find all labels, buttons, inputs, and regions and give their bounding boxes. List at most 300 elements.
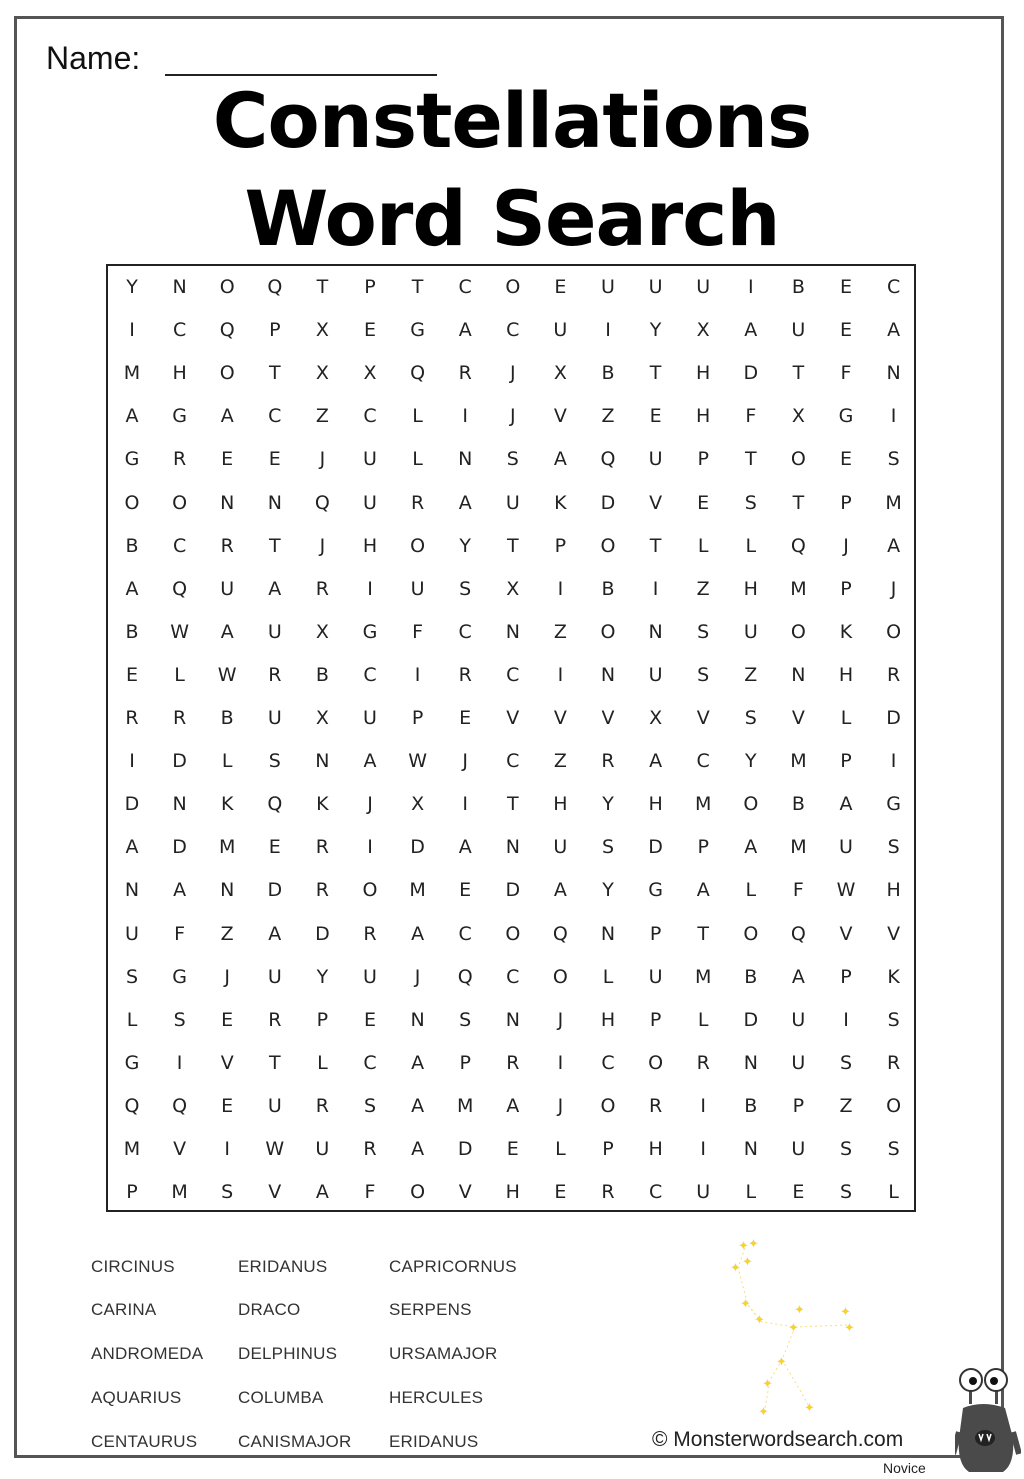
grid-cell[interactable]: B: [791, 276, 805, 298]
grid-cell[interactable]: X: [363, 362, 377, 385]
grid-cell[interactable]: G: [362, 620, 378, 643]
grid-cell[interactable]: G: [838, 405, 854, 428]
grid-cell[interactable]: S: [268, 750, 281, 773]
grid-cell[interactable]: R: [886, 1051, 901, 1074]
grid-cell[interactable]: A: [744, 836, 758, 859]
grid-cell[interactable]: U: [505, 491, 520, 514]
grid-cell[interactable]: E: [363, 319, 376, 342]
grid-cell[interactable]: K: [220, 793, 234, 816]
grid-cell[interactable]: Z: [696, 577, 710, 600]
grid-cell[interactable]: C: [506, 965, 520, 988]
grid-cell[interactable]: E: [125, 663, 138, 686]
grid-cell[interactable]: Q: [410, 362, 426, 385]
grid-cell[interactable]: B: [744, 1094, 758, 1117]
grid-cell[interactable]: D: [600, 491, 616, 514]
grid-cell[interactable]: U: [791, 319, 806, 342]
grid-cell[interactable]: W: [170, 620, 189, 643]
grid-cell[interactable]: A: [696, 879, 710, 902]
grid-cell[interactable]: P: [459, 1051, 471, 1074]
grid-cell[interactable]: E: [697, 491, 710, 514]
grid-cell[interactable]: O: [886, 1094, 902, 1117]
grid-cell[interactable]: O: [790, 448, 806, 471]
grid-cell[interactable]: O: [886, 620, 902, 643]
grid-cell[interactable]: U: [648, 276, 663, 298]
grid-cell[interactable]: E: [839, 276, 852, 298]
grid-cell[interactable]: J: [367, 793, 373, 816]
grid-cell[interactable]: W: [265, 1138, 285, 1160]
grid-cell[interactable]: U: [696, 1181, 711, 1204]
grid-cell[interactable]: R: [315, 577, 329, 600]
grid-cell[interactable]: C: [363, 1051, 377, 1074]
grid-cell[interactable]: V: [696, 707, 710, 729]
grid-cell[interactable]: R: [220, 534, 234, 557]
grid-cell[interactable]: H: [600, 1008, 616, 1031]
grid-cell[interactable]: C: [363, 405, 377, 428]
grid-cell[interactable]: S: [839, 1138, 853, 1160]
grid-cell[interactable]: A: [887, 319, 901, 342]
grid-cell[interactable]: P: [126, 1181, 138, 1204]
grid-cell[interactable]: O: [410, 534, 426, 557]
grid-cell[interactable]: X: [315, 620, 329, 643]
grid-cell[interactable]: B: [125, 620, 139, 643]
grid-cell[interactable]: X: [506, 577, 520, 600]
grid-cell[interactable]: O: [124, 491, 140, 514]
grid-cell[interactable]: Y: [459, 534, 471, 557]
grid-cell[interactable]: V: [553, 405, 567, 428]
grid-cell[interactable]: O: [600, 534, 616, 557]
grid-cell[interactable]: P: [792, 1094, 805, 1117]
grid-cell[interactable]: X: [411, 793, 425, 816]
grid-cell[interactable]: T: [649, 362, 662, 385]
grid-cell[interactable]: O: [219, 362, 235, 385]
grid-cell[interactable]: I: [652, 577, 659, 600]
grid-cell[interactable]: R: [506, 1051, 520, 1074]
grid-cell[interactable]: F: [174, 922, 186, 945]
grid-cell[interactable]: L: [555, 1138, 566, 1160]
grid-cell[interactable]: H: [362, 534, 378, 557]
grid-cell[interactable]: V: [220, 1051, 234, 1074]
grid-cell[interactable]: V: [839, 922, 853, 945]
grid-cell[interactable]: A: [125, 836, 139, 859]
grid-cell[interactable]: H: [838, 663, 854, 686]
grid-cell[interactable]: P: [554, 534, 567, 557]
grid-cell[interactable]: U: [220, 577, 235, 600]
grid-cell[interactable]: S: [459, 577, 472, 600]
grid-cell[interactable]: S: [887, 448, 900, 471]
grid-cell[interactable]: R: [268, 663, 282, 686]
grid-cell[interactable]: Z: [315, 405, 329, 428]
grid-cell[interactable]: E: [554, 276, 567, 298]
grid-cell[interactable]: L: [840, 707, 852, 729]
grid-cell[interactable]: Q: [124, 1094, 140, 1117]
grid-cell[interactable]: R: [125, 707, 139, 729]
grid-cell[interactable]: N: [648, 620, 663, 643]
grid-cell[interactable]: C: [172, 534, 187, 557]
grid-cell[interactable]: X: [315, 362, 329, 385]
grid-cell[interactable]: O: [648, 1051, 664, 1074]
grid-cell[interactable]: J: [890, 577, 897, 600]
grid-cell[interactable]: I: [367, 836, 373, 859]
grid-cell[interactable]: I: [700, 1138, 706, 1160]
grid-cell[interactable]: R: [601, 1181, 615, 1204]
grid-cell[interactable]: P: [411, 707, 424, 729]
grid-cell[interactable]: J: [509, 405, 516, 428]
grid-cell[interactable]: X: [791, 405, 805, 428]
grid-cell[interactable]: I: [129, 750, 135, 773]
grid-cell[interactable]: N: [458, 448, 473, 471]
grid-cell[interactable]: J: [224, 965, 230, 988]
grid-cell[interactable]: I: [557, 577, 564, 600]
grid-cell[interactable]: O: [410, 1181, 426, 1204]
grid-cell[interactable]: U: [648, 965, 663, 988]
grid-cell[interactable]: L: [317, 1051, 328, 1074]
grid-cell[interactable]: N: [505, 1008, 520, 1031]
grid-cell[interactable]: T: [792, 362, 805, 385]
grid-cell[interactable]: I: [462, 793, 468, 816]
grid-cell[interactable]: Q: [172, 577, 188, 600]
grid-cell[interactable]: D: [172, 750, 187, 773]
grid-cell[interactable]: R: [315, 879, 329, 902]
grid-cell[interactable]: C: [268, 405, 282, 428]
grid-cell[interactable]: L: [602, 965, 614, 988]
grid-cell[interactable]: V: [458, 1181, 472, 1204]
grid-cell[interactable]: F: [792, 879, 804, 902]
grid-cell[interactable]: P: [602, 1138, 614, 1160]
grid-cell[interactable]: P: [840, 577, 852, 600]
grid-cell[interactable]: M: [694, 793, 712, 816]
grid-cell[interactable]: U: [363, 491, 377, 514]
grid-cell[interactable]: S: [744, 707, 757, 729]
grid-cell[interactable]: E: [506, 1138, 519, 1160]
grid-cell[interactable]: T: [268, 362, 281, 385]
grid-cell[interactable]: R: [315, 836, 329, 859]
grid-cell[interactable]: L: [221, 750, 233, 773]
grid-cell[interactable]: H: [648, 1138, 663, 1160]
grid-cell[interactable]: X: [553, 362, 567, 385]
grid-cell[interactable]: D: [267, 879, 283, 902]
grid-cell[interactable]: V: [173, 1138, 187, 1160]
grid-cell[interactable]: U: [363, 965, 377, 988]
grid-cell[interactable]: R: [696, 1051, 710, 1074]
grid-cell[interactable]: E: [221, 448, 234, 471]
grid-cell[interactable]: L: [745, 1181, 757, 1204]
grid-cell[interactable]: L: [174, 663, 185, 686]
grid-cell[interactable]: T: [316, 276, 329, 298]
grid-cell[interactable]: S: [506, 448, 519, 471]
grid-cell[interactable]: H: [172, 362, 187, 385]
grid-cell[interactable]: A: [220, 405, 234, 428]
grid-cell[interactable]: S: [459, 1008, 472, 1031]
grid-cell[interactable]: F: [745, 405, 757, 428]
grid-cell[interactable]: P: [840, 965, 852, 988]
grid-cell[interactable]: E: [839, 319, 852, 342]
grid-cell[interactable]: T: [268, 534, 281, 557]
grid-cell[interactable]: E: [839, 448, 852, 471]
grid-cell[interactable]: V: [649, 491, 663, 514]
grid-cell[interactable]: N: [743, 1051, 758, 1074]
grid-cell[interactable]: I: [176, 1051, 183, 1074]
grid-cell[interactable]: M: [790, 836, 807, 859]
grid-cell[interactable]: C: [601, 1051, 615, 1074]
grid-cell[interactable]: M: [123, 362, 141, 385]
grid-cell[interactable]: G: [172, 965, 187, 988]
grid-cell[interactable]: S: [887, 836, 900, 859]
grid-cell[interactable]: O: [600, 620, 616, 643]
grid-cell[interactable]: N: [220, 879, 235, 902]
grid-cell[interactable]: A: [887, 534, 901, 557]
grid-cell[interactable]: G: [124, 1051, 140, 1074]
grid-cell[interactable]: S: [839, 1181, 853, 1204]
grid-cell[interactable]: R: [648, 1094, 663, 1117]
grid-cell[interactable]: P: [269, 319, 281, 342]
grid-cell[interactable]: J: [557, 1094, 564, 1117]
grid-cell[interactable]: R: [363, 922, 377, 945]
grid-cell[interactable]: H: [696, 362, 711, 385]
grid-cell[interactable]: Z: [220, 922, 234, 945]
grid-cell[interactable]: E: [459, 879, 472, 902]
grid-cell[interactable]: P: [840, 750, 852, 773]
grid-cell[interactable]: H: [648, 793, 663, 816]
grid-cell[interactable]: T: [506, 534, 519, 557]
grid-cell[interactable]: S: [839, 1051, 853, 1074]
grid-cell[interactable]: F: [840, 362, 852, 385]
grid-cell[interactable]: B: [744, 965, 758, 988]
grid-cell[interactable]: U: [267, 620, 282, 643]
grid-cell[interactable]: C: [458, 620, 472, 643]
grid-cell[interactable]: V: [506, 707, 520, 729]
grid-cell[interactable]: T: [649, 534, 662, 557]
grid-cell[interactable]: L: [697, 534, 709, 557]
grid-cell[interactable]: I: [462, 405, 468, 428]
grid-cell[interactable]: J: [414, 965, 421, 988]
grid-cell[interactable]: N: [886, 362, 901, 385]
grid-cell[interactable]: A: [363, 750, 377, 773]
grid-cell[interactable]: N: [505, 620, 520, 643]
grid-cell[interactable]: O: [219, 276, 235, 298]
grid-cell[interactable]: S: [744, 491, 757, 514]
grid-cell[interactable]: Q: [267, 793, 283, 816]
grid-cell[interactable]: I: [414, 663, 421, 686]
grid-cell[interactable]: A: [458, 491, 472, 514]
grid-cell[interactable]: Q: [219, 319, 235, 342]
grid-cell[interactable]: I: [129, 319, 135, 342]
grid-cell[interactable]: L: [412, 448, 423, 471]
grid-cell[interactable]: V: [268, 1181, 282, 1204]
grid-cell[interactable]: N: [791, 663, 806, 686]
grid-cell[interactable]: I: [843, 1008, 849, 1031]
grid-cell[interactable]: C: [506, 750, 520, 773]
grid-cell[interactable]: G: [886, 793, 901, 816]
grid-cell[interactable]: C: [648, 1181, 663, 1204]
grid-cell[interactable]: A: [411, 922, 425, 945]
grid-cell[interactable]: M: [123, 1138, 141, 1160]
grid-cell[interactable]: Y: [126, 276, 138, 298]
grid-cell[interactable]: N: [220, 491, 235, 514]
grid-cell[interactable]: U: [363, 448, 377, 471]
grid-cell[interactable]: M: [171, 1181, 188, 1204]
grid-cell[interactable]: F: [412, 620, 424, 643]
grid-cell[interactable]: E: [459, 707, 472, 729]
grid-cell[interactable]: P: [697, 448, 709, 471]
grid-cell[interactable]: A: [411, 1051, 425, 1074]
grid-cell[interactable]: I: [747, 276, 754, 298]
grid-cell[interactable]: U: [315, 1138, 330, 1160]
grid-cell[interactable]: L: [745, 879, 757, 902]
grid-cell[interactable]: L: [412, 405, 423, 428]
grid-cell[interactable]: U: [267, 1094, 282, 1117]
grid-cell[interactable]: E: [363, 1008, 376, 1031]
grid-cell[interactable]: B: [125, 534, 139, 557]
grid-cell[interactable]: T: [411, 276, 424, 298]
grid-cell[interactable]: I: [890, 405, 897, 428]
grid-cell[interactable]: A: [411, 1094, 425, 1117]
grid-cell[interactable]: A: [268, 922, 282, 945]
grid-cell[interactable]: T: [792, 491, 805, 514]
grid-cell[interactable]: I: [700, 1094, 706, 1117]
grid-cell[interactable]: A: [125, 405, 139, 428]
grid-cell[interactable]: K: [554, 491, 567, 514]
grid-cell[interactable]: J: [319, 534, 326, 557]
grid-cell[interactable]: O: [743, 793, 759, 816]
grid-cell[interactable]: T: [697, 922, 709, 945]
grid-cell[interactable]: A: [553, 448, 567, 471]
grid-cell[interactable]: N: [743, 1138, 758, 1160]
grid-cell[interactable]: E: [268, 448, 281, 471]
grid-cell[interactable]: O: [172, 491, 188, 514]
grid-cell[interactable]: B: [601, 577, 615, 600]
grid-cell[interactable]: Y: [602, 793, 614, 816]
grid-cell[interactable]: U: [363, 707, 377, 729]
grid-cell[interactable]: U: [791, 1008, 806, 1031]
grid-cell[interactable]: N: [315, 750, 330, 773]
grid-cell[interactable]: V: [887, 922, 901, 945]
grid-cell[interactable]: D: [172, 836, 187, 859]
grid-cell[interactable]: A: [649, 750, 663, 773]
grid-cell[interactable]: I: [224, 1138, 230, 1160]
grid-cell[interactable]: O: [790, 620, 806, 643]
grid-cell[interactable]: S: [173, 1008, 186, 1031]
grid-cell[interactable]: K: [839, 620, 853, 643]
grid-cell[interactable]: S: [697, 620, 710, 643]
grid-cell[interactable]: Q: [552, 922, 568, 945]
grid-cell[interactable]: R: [172, 707, 187, 729]
grid-cell[interactable]: Z: [839, 1094, 853, 1117]
grid-cell[interactable]: Y: [744, 750, 757, 773]
grid-cell[interactable]: U: [410, 577, 425, 600]
grid-cell[interactable]: U: [839, 836, 853, 859]
grid-cell[interactable]: N: [172, 276, 187, 298]
grid-cell[interactable]: J: [843, 534, 849, 557]
grid-cell[interactable]: U: [696, 276, 711, 298]
grid-cell[interactable]: C: [506, 663, 520, 686]
grid-cell[interactable]: U: [125, 922, 139, 945]
grid-cell[interactable]: H: [696, 405, 711, 428]
grid-cell[interactable]: I: [890, 750, 897, 773]
grid-cell[interactable]: U: [648, 448, 663, 471]
grid-cell[interactable]: Y: [649, 319, 662, 342]
grid-cell[interactable]: N: [172, 793, 187, 816]
grid-cell[interactable]: G: [124, 448, 140, 471]
grid-cell[interactable]: N: [267, 491, 282, 514]
grid-cell[interactable]: A: [839, 793, 853, 816]
grid-cell[interactable]: T: [506, 793, 519, 816]
grid-cell[interactable]: S: [125, 965, 139, 988]
grid-cell[interactable]: P: [697, 836, 709, 859]
grid-cell[interactable]: J: [319, 448, 326, 471]
grid-cell[interactable]: Z: [553, 750, 567, 773]
grid-cell[interactable]: M: [694, 965, 712, 988]
grid-cell[interactable]: X: [315, 707, 329, 729]
grid-cell[interactable]: S: [887, 1138, 900, 1160]
grid-cell[interactable]: N: [600, 663, 616, 686]
grid-cell[interactable]: N: [600, 922, 616, 945]
grid-cell[interactable]: U: [267, 707, 282, 729]
grid-cell[interactable]: V: [791, 707, 805, 729]
grid-cell[interactable]: U: [553, 319, 568, 342]
grid-cell[interactable]: Q: [172, 1094, 188, 1117]
grid-cell[interactable]: R: [172, 448, 187, 471]
grid-cell[interactable]: X: [315, 319, 329, 342]
grid-cell[interactable]: I: [557, 663, 564, 686]
grid-cell[interactable]: A: [744, 319, 758, 342]
grid-cell[interactable]: H: [505, 1181, 520, 1204]
grid-cell[interactable]: Z: [744, 663, 758, 686]
grid-cell[interactable]: C: [363, 663, 377, 686]
grid-cell[interactable]: I: [557, 1051, 564, 1074]
grid-cell[interactable]: H: [553, 793, 568, 816]
grid-cell[interactable]: U: [648, 663, 663, 686]
grid-cell[interactable]: J: [557, 1008, 564, 1031]
grid-cell[interactable]: P: [840, 491, 852, 514]
grid-cell[interactable]: A: [315, 1181, 329, 1204]
grid-cell[interactable]: Z: [553, 620, 567, 643]
grid-cell[interactable]: E: [649, 405, 662, 428]
grid-cell[interactable]: U: [601, 276, 615, 298]
grid-cell[interactable]: E: [221, 1008, 234, 1031]
grid-cell[interactable]: V: [601, 707, 615, 729]
grid-cell[interactable]: A: [411, 1138, 425, 1160]
grid-cell[interactable]: U: [791, 1138, 806, 1160]
grid-cell[interactable]: X: [649, 707, 663, 729]
grid-cell[interactable]: C: [172, 319, 187, 342]
grid-cell[interactable]: R: [886, 663, 901, 686]
grid-cell[interactable]: M: [456, 1094, 474, 1117]
grid-cell[interactable]: N: [505, 836, 520, 859]
grid-cell[interactable]: X: [696, 319, 710, 342]
grid-cell[interactable]: U: [791, 1051, 806, 1074]
grid-cell[interactable]: A: [173, 879, 187, 902]
grid-cell[interactable]: R: [410, 491, 425, 514]
grid-cell[interactable]: D: [410, 836, 425, 859]
grid-cell[interactable]: M: [790, 577, 807, 600]
grid-cell[interactable]: Z: [601, 405, 615, 428]
grid-cell[interactable]: A: [125, 577, 139, 600]
grid-cell[interactable]: T: [744, 448, 757, 471]
grid-cell[interactable]: U: [267, 965, 282, 988]
grid-cell[interactable]: E: [792, 1181, 805, 1204]
grid-cell[interactable]: Y: [316, 965, 329, 988]
grid-cell[interactable]: Q: [267, 276, 283, 298]
grid-cell[interactable]: A: [458, 319, 472, 342]
grid-cell[interactable]: P: [649, 1008, 662, 1031]
grid-cell[interactable]: D: [505, 879, 521, 902]
grid-cell[interactable]: J: [509, 362, 516, 385]
grid-cell[interactable]: O: [505, 276, 521, 298]
grid-cell[interactable]: B: [220, 707, 234, 729]
grid-cell[interactable]: R: [315, 1094, 329, 1117]
grid-cell[interactable]: D: [886, 707, 901, 729]
grid-cell[interactable]: T: [268, 1051, 281, 1074]
